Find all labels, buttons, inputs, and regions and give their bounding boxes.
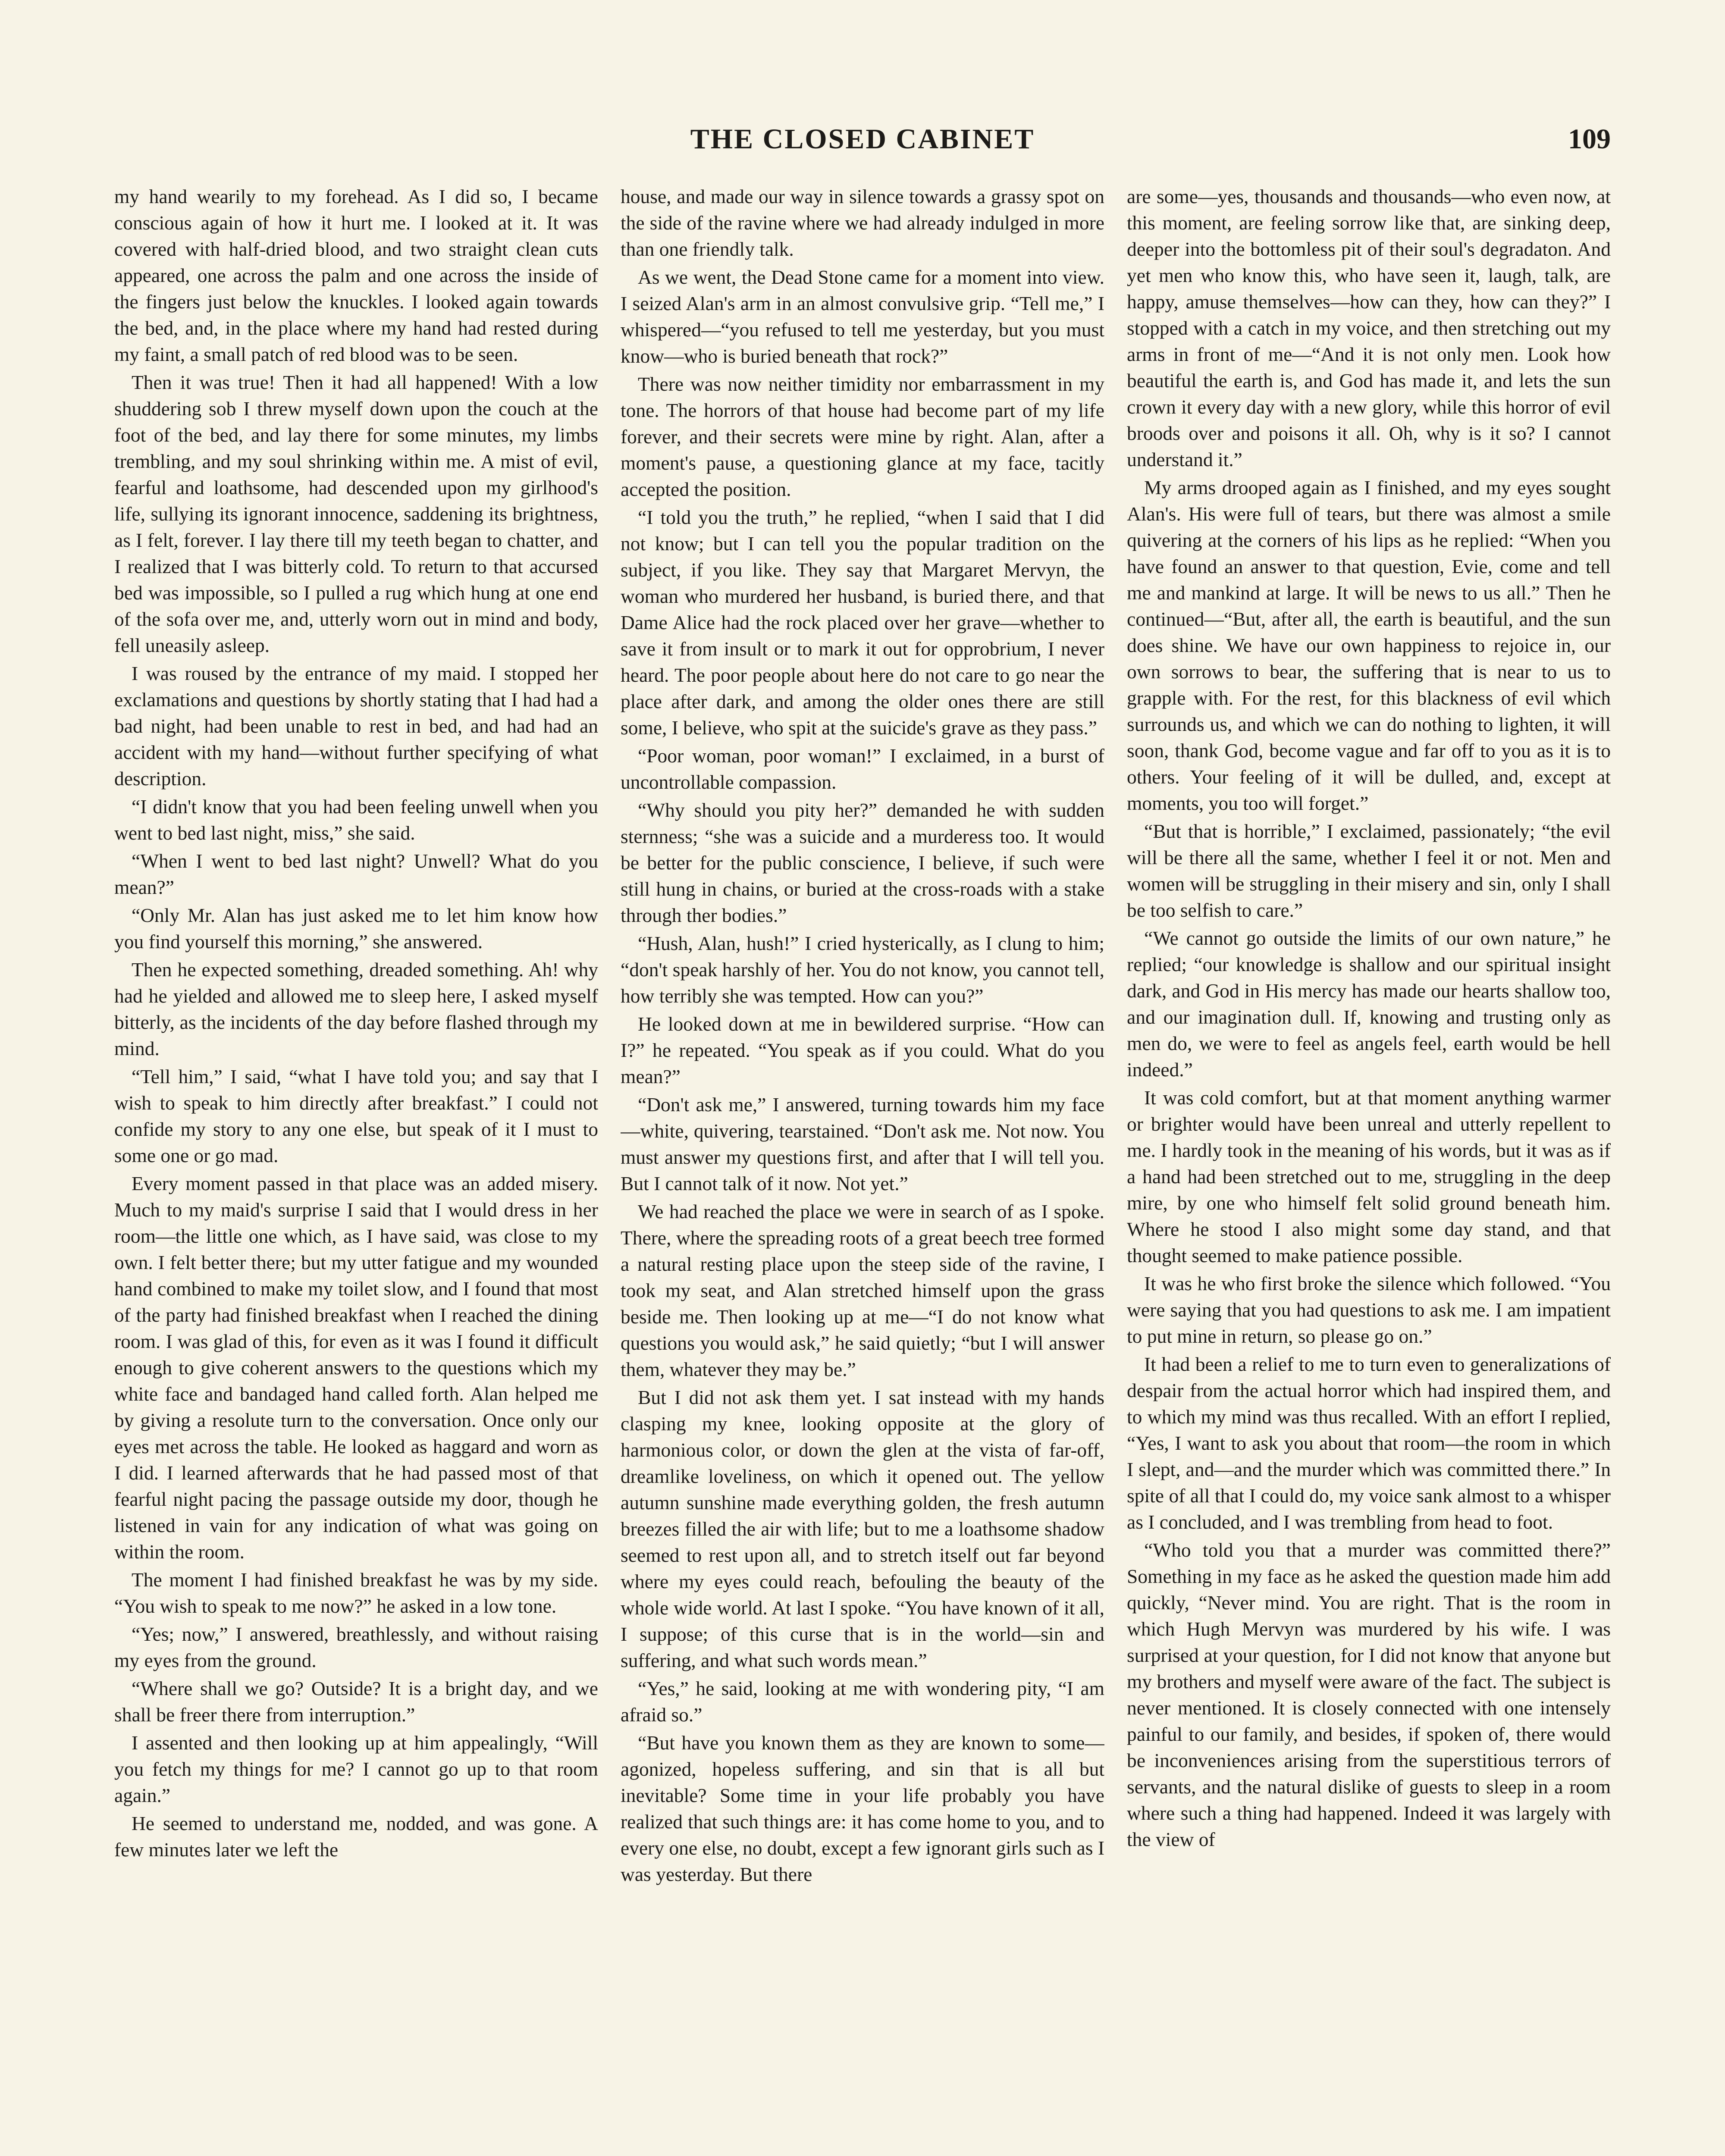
paragraph: The moment I had finished breakfast he was by my side. “You wish to speak to me now?” he asked in a low tone. [114, 1569, 598, 1617]
text-column-left [114, 183, 598, 2156]
paragraph: “We cannot go outside the limits of our own nature,” he replied; “our knowledge is shallow and our spiritual insight dark, and God in His mercy has made our hearts shallow too, and our imagination dull. If, knowing and trusting only as men do, we were to feel as angels feel, earth would be hell indeed.” [1127, 927, 1611, 1081]
paragraph: There was now neither timidity nor embarrassment in my tone. The horrors of that house had become part of my life forever, and their secrets were mine by right. Alan, after a moment's pause, a questioning glance at my face, tacitly accepted the position. [621, 373, 1104, 500]
paragraph: “But that is horrible,” I exclaimed, passionately; “the evil will be there all the same, whether I feel it or not. Men and women will be struggling in their misery and sin, only I shall be too selfish to care.” [1127, 820, 1611, 921]
paragraph: “Yes; now,” I answered, breathlessly, and without raising my eyes from the ground. [114, 1623, 598, 1671]
paragraph: It was he who first broke the silence which followed. “You were saying that you had questions to ask me. I am impatient to put mine in return, so please go on.” [1127, 1272, 1611, 1347]
paragraph: But I did not ask them yet. I sat instead with my hands clasping my knee, looking opposite at the glory of harmonious color, or down the glen at the vista of far-off, dreamlike loveliness, on which it opened out. The yellow autumn sunshine made everything golden, the fresh autumn breezes filled the air with life; but to me a loathsome shadow seemed to rest upon all, and to stretch itself out far beyond where my eyes could reach, befouling the beauty of the whole wide world. At last I spoke. “You have known of it all, I suppose; of this curse that is in the world—sin and suffering, and what such words mean.” [621, 1386, 1104, 1671]
paragraph: “Poor woman, poor woman!” I exclaimed, in a burst of uncontrollable compassion. [621, 745, 1104, 793]
paragraph: are some—yes, thousands and thousands—who even now, at this moment, are feeling sorrow like that, are sinking deep, deeper into the bottomless pit of their soul's degradaton. And yet men who know this, who have seen it, laugh, talk, are happy, amuse themselves—how can they, how can they?” I stopped with a catch in my voice, and then stretching out my arms in front of me—“And it is not only men. Look how beautiful the earth is, and God has made it, and lets the sun crown it every day with a new glory, while this horror of evil broods over and poisons it all. Oh, why is it so? I cannot understand it.” [1127, 185, 1611, 470]
text-columns [114, 183, 1611, 2156]
paragraph: my hand wearily to my forehead. As I did so, I became conscious again of how it hurt me. I looked at it. It was covered with half-dried blood, and two straight clean cuts appeared, one across the palm and one across the inside of the fingers just below the knuckles. I looked again towards the bed, and, in the place where my hand had rested during my faint, a small patch of red blood was to be seen. [114, 185, 598, 365]
text-column-middle [621, 183, 1104, 2156]
paragraph: Then it was true! Then it had all happened! With a low shuddering sob I threw myself down upon the couch at the foot of the bed, and lay there for some minutes, my limbs trembling, and my soul shrinking within me. A mist of evil, fearful and loathsome, had descended upon my girlhood's life, sullying its ignorant innocence, saddening its brightness, as I felt, forever. I lay there till my teeth began to chatter, and I realized that I was bitterly cold. To return to that accursed bed was impossible, so I pulled a rug which hung at one end of the sofa over me, and, utterly worn out in mind and body, fell uneasily asleep. [114, 371, 598, 656]
paragraph: I was roused by the entrance of my maid. I stopped her exclamations and questions by shortly stating that I had had a bad night, had been unable to rest in bed, and had had an accident with my hand—without further specifying of what description. [114, 662, 598, 790]
paragraph: It had been a relief to me to turn even to generalizations of despair from the actual horror which had inspired them, and to which my mind was thus recalled. With an effort I replied, “Yes, I want to ask you about that room—the room in which I slept, and—and the murder which was committed there.” In spite of all that I could do, my voice sank almost to a whisper as I concluded, and I was trembling from head to foot. [1127, 1353, 1611, 1533]
paragraph: “Don't ask me,” I answered, turning towards him my face—white, quivering, tearstained. “Don't ask me. Not now. You must answer my questions first, and after that I will tell you. But I cannot talk of it now. Not yet.” [621, 1094, 1104, 1194]
paragraph: As we went, the Dead Stone came for a moment into view. I seized Alan's arm in an almost convulsive grip. “Tell me,” I whispered—“you refused to tell me yesterday, but you must know—who is buried beneath that rock?” [621, 266, 1104, 367]
paragraph: “Where shall we go? Outside? It is a bright day, and we shall be freer there from interruption.” [114, 1677, 598, 1726]
paragraph: “Why should you pity her?” demanded he with sudden sternness; “she was a suicide and a murderess too. It would be better for the public conscience, I believe, if such were still hung in chains, or buried at the cross-roads with a stake through ther bodies.” [621, 799, 1104, 926]
paragraph: Then he expected something, dreaded something. Ah! why had he yielded and allowed me to sleep here, I asked myself bitterly, as the incidents of the day before flashed through my mind. [114, 959, 598, 1059]
paragraph: “Hush, Alan, hush!” I cried hysterically, as I clung to him; “don't speak harshly of her. You do not know, you cannot tell, how terribly she was tempted. How can you?” [621, 932, 1104, 1007]
paragraph: “Tell him,” I said, “what I have told you; and say that I wish to speak to him directly after breakfast.” I could not confide my story to any one else, but speak of it I must to some one or go mad. [114, 1065, 598, 1166]
page-header [114, 116, 1611, 163]
paragraph: “But have you known them as they are known to some—agonized, hopeless suffering, and sin that is all but inevitable? Some time in your life probably you have realized that such things are: it has come home to you, and to every one else, no doubt, except a few ignorant girls such as I was yesterday. But there [621, 1732, 1104, 1885]
paragraph: “When I went to bed last night? Unwell? What do you mean?” [114, 850, 598, 898]
page-number: 109 [1568, 123, 1611, 155]
paragraph: It was cold comfort, but at that moment anything warmer or brighter would have been unreal and utterly repellent to me. I hardly took in the meaning of his words, but it was as if a hand had been stretched out to me, struggling in the deep mire, by one who himself felt solid ground beneath him. Where he stood I also might some day stand, and that thought seemed to make patience possible. [1127, 1087, 1611, 1266]
paragraph: “I didn't know that you had been feeling unwell when you went to bed last night, miss,” she said. [114, 796, 598, 844]
paragraph: “Yes,” he said, looking at me with wondering pity, “I am afraid so.” [621, 1677, 1104, 1726]
running-title: THE CLOSED CABINET [690, 123, 1035, 155]
paragraph: My arms drooped again as I finished, and my eyes sought Alan's. His were full of tears, but there was almost a smile quivering at the corners of his lips as he replied: “When you have found an answer to that question, Evie, come and tell me and mankind at large. It will be news to us all.” Then he continued—“But, after all, the earth is beautiful, and the sun does shine. We have our own happiness to rejoice in, our own sorrows to bear, the suffering that is near to us to grapple with. For the rest, for this blackness of evil which surrounds us, and which we can do nothing to lighten, it will soon, thank God, become vague and far off to you as it is to others. Your feeling of it will be dulled, and, except at moments, you too will forget.” [1127, 476, 1611, 814]
text-column-right [1127, 183, 1611, 2156]
paragraph: Every moment passed in that place was an added misery. Much to my maid's surprise I said that I would dress in her room—the little one which, as I have said, was close to my own. I felt better there; but my utter fatigue and my wounded hand combined to make my toilet slow, and I found that most of the party had finished breakfast when I reached the dining room. I was glad of this, for even as it was I found it difficult enough to give coherent answers to the questions which my white face and bandaged hand called forth. Alan helped me by giving a resolute turn to the conversation. Once only our eyes met across the table. He looked as haggard and worn as I did. I learned afterwards that he had passed most of that fearful night pacing the passage outside my door, though he listened in vain for any indication of what was going on within the room. [114, 1172, 598, 1563]
paragraph: He seemed to understand me, nodded, and was gone. A few minutes later we left the [114, 1812, 598, 1861]
paragraph: “Only Mr. Alan has just asked me to let him know how you find yourself this morning,” she answered. [114, 904, 598, 953]
paragraph: “Who told you that a murder was committed there?” Something in my face as he asked the question made him add quickly, “Never mind. You are right. That is the room in which Hugh Mervyn was murdered by his wife. I was surprised at your question, for I did not know that anyone but my brothers and myself were aware of the fact. The subject is never mentioned. It is closely connected with one intensely painful to our family, and besides, if spoken of, there would be inconveniences arising from the superstitious terrors of servants, and the natural dislike of guests to sleep in a room where such a thing had happened. Indeed it was largely with the view of [1127, 1539, 1611, 1850]
paragraph: “I told you the truth,” he replied, “when I said that I did not know; but I can tell you the popular tradition on the subject, if you like. They say that Margaret Mervyn, the woman who murdered her husband, is buried there, and that Dame Alice had the rock placed over her grave—whether to save it from insult or to mark it out for opprobrium, I never heard. The poor people about here do not care to go near the place after dark, and among the older ones there are still some, I believe, who spit at the suicide's grave as they pass.” [621, 506, 1104, 739]
paragraph: I assented and then looking up at him appealingly, “Will you fetch my things for me? I cannot go up to that room again.” [114, 1732, 598, 1806]
paragraph: He looked down at me in bewildered surprise. “How can I?” he repeated. “You speak as if you could. What do you mean?” [621, 1013, 1104, 1087]
paragraph: house, and made our way in silence towards a grassy spot on the side of the ravine where we had already indulged in more than one friendly talk. [621, 185, 1104, 260]
paragraph: We had reached the place we were in search of as I spoke. There, where the spreading roots of a great beech tree formed a natural resting place upon the steep side of the ravine, I took my seat, and Alan stretched himself upon the grass beside me. Then looking up at me—“I do not know what questions you would ask,” he said quietly; “but I will answer them, whatever they may be.” [621, 1200, 1104, 1380]
